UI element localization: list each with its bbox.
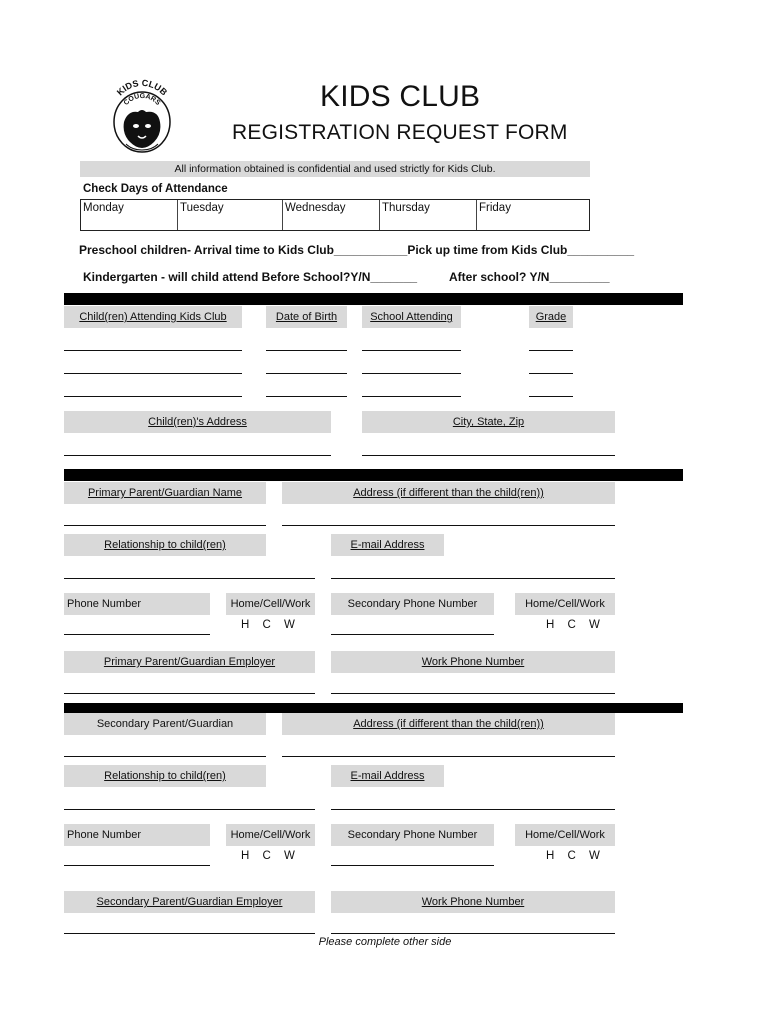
primary-employer-label: Primary Parent/Guardian Employer xyxy=(64,651,315,673)
kids-club-cougar-logo xyxy=(102,74,182,154)
day-tuesday[interactable]: Tuesday xyxy=(178,200,283,230)
form-title: KIDS CLUB xyxy=(320,80,481,113)
confidentiality-notice: All information obtained is confidential and used strictly for Kids Club. xyxy=(80,161,590,177)
secondary-email-line[interactable] xyxy=(331,809,615,810)
child-1-dob-line[interactable] xyxy=(266,350,347,351)
children-city-label: City, State, Zip xyxy=(362,411,615,433)
secondary-phone-type-options[interactable]: H C W xyxy=(241,850,296,862)
secondary-employer-line[interactable] xyxy=(64,933,315,934)
primary-name-label: Primary Parent/Guardian Name xyxy=(64,482,266,504)
primary-phone-type-options[interactable]: H C W xyxy=(241,619,296,631)
primary-address-label: Address (if different than the child(ren)) xyxy=(282,482,615,504)
child-1-name-line[interactable] xyxy=(64,350,242,351)
kindergarten-before-school[interactable]: Kindergarten - will child attend Before School?Y/N_______ xyxy=(83,270,418,284)
primary-relationship-label: Relationship to child(ren) xyxy=(64,534,266,556)
secondary-secondary-phone-type-label: Home/Cell/Work xyxy=(515,824,615,846)
preschool-times[interactable]: Preschool children- Arrival time to Kids Club___________Pick up time from Kids Club__________ xyxy=(79,243,635,257)
secondary-email-label: E-mail Address xyxy=(331,765,444,787)
children-city-line[interactable] xyxy=(362,455,615,456)
secondary-phone-type-label: Home/Cell/Work xyxy=(226,824,315,846)
children-dob-header: Date of Birth xyxy=(266,306,347,328)
attendance-days-table xyxy=(80,199,590,231)
section-divider-children xyxy=(64,293,683,305)
secondary-address-label: Address (if different than the child(ren)) xyxy=(282,713,615,735)
primary-secondary-phone-line[interactable] xyxy=(331,634,494,635)
child-3-name-line[interactable] xyxy=(64,396,242,397)
secondary-name-label: Secondary Parent/Guardian xyxy=(64,713,266,735)
primary-secondary-phone-label: Secondary Phone Number xyxy=(331,593,494,615)
secondary-employer-label: Secondary Parent/Guardian Employer xyxy=(64,891,315,913)
primary-phone-type-label: Home/Cell/Work xyxy=(226,593,315,615)
secondary-secondary-phone-type-options[interactable]: H C W xyxy=(546,850,601,862)
primary-phone-label: Phone Number xyxy=(64,593,210,615)
child-3-school-line[interactable] xyxy=(362,396,461,397)
children-grade-header: Grade xyxy=(529,306,573,328)
child-3-dob-line[interactable] xyxy=(266,396,347,397)
children-address-line[interactable] xyxy=(64,455,331,456)
day-monday[interactable]: Monday xyxy=(81,200,178,230)
day-thursday[interactable]: Thursday xyxy=(380,200,477,230)
day-friday[interactable]: Friday xyxy=(479,202,511,214)
child-3-grade-line[interactable] xyxy=(529,396,573,397)
child-2-dob-line[interactable] xyxy=(266,373,347,374)
secondary-phone-line[interactable] xyxy=(64,865,210,866)
primary-email-line[interactable] xyxy=(331,578,615,579)
secondary-secondary-phone-line[interactable] xyxy=(331,865,494,866)
children-school-header: School Attending xyxy=(362,306,461,328)
secondary-work-phone-label: Work Phone Number xyxy=(331,891,615,913)
child-1-school-line[interactable] xyxy=(362,350,461,351)
section-divider-secondary xyxy=(64,703,683,713)
primary-work-phone-label: Work Phone Number xyxy=(331,651,615,673)
primary-relationship-line[interactable] xyxy=(64,578,315,579)
primary-employer-line[interactable] xyxy=(64,693,315,694)
secondary-address-line[interactable] xyxy=(282,756,615,757)
primary-phone-line[interactable] xyxy=(64,634,210,635)
child-2-name-line[interactable] xyxy=(64,373,242,374)
child-1-grade-line[interactable] xyxy=(529,350,573,351)
secondary-name-line[interactable] xyxy=(64,756,266,757)
children-address-label: Child(ren)'s Address xyxy=(64,411,331,433)
primary-secondary-phone-type-options[interactable]: H C W xyxy=(546,619,601,631)
child-2-school-line[interactable] xyxy=(362,373,461,374)
primary-address-line[interactable] xyxy=(282,525,615,526)
footer-note: Please complete other side xyxy=(318,936,452,948)
primary-email-label: E-mail Address xyxy=(331,534,444,556)
secondary-work-phone-line[interactable] xyxy=(331,933,615,934)
child-2-grade-line[interactable] xyxy=(529,373,573,374)
primary-work-phone-line[interactable] xyxy=(331,693,615,694)
section-divider-primary xyxy=(64,469,683,481)
form-subtitle: REGISTRATION REQUEST FORM xyxy=(232,121,568,144)
secondary-relationship-line[interactable] xyxy=(64,809,315,810)
secondary-relationship-label: Relationship to child(ren) xyxy=(64,765,266,787)
logo-text-mid: COUGARS xyxy=(122,92,162,107)
secondary-phone-label: Phone Number xyxy=(64,824,210,846)
logo-text-top: KIDS CLUB xyxy=(114,77,170,98)
secondary-secondary-phone-label: Secondary Phone Number xyxy=(331,824,494,846)
kindergarten-after-school[interactable]: After school? Y/N_________ xyxy=(449,270,610,284)
primary-name-line[interactable] xyxy=(64,525,266,526)
primary-secondary-phone-type-label: Home/Cell/Work xyxy=(515,593,615,615)
children-name-header: Child(ren) Attending Kids Club xyxy=(64,306,242,328)
attendance-label: Check Days of Attendance xyxy=(83,183,228,195)
day-wednesday[interactable]: Wednesday xyxy=(283,200,380,230)
